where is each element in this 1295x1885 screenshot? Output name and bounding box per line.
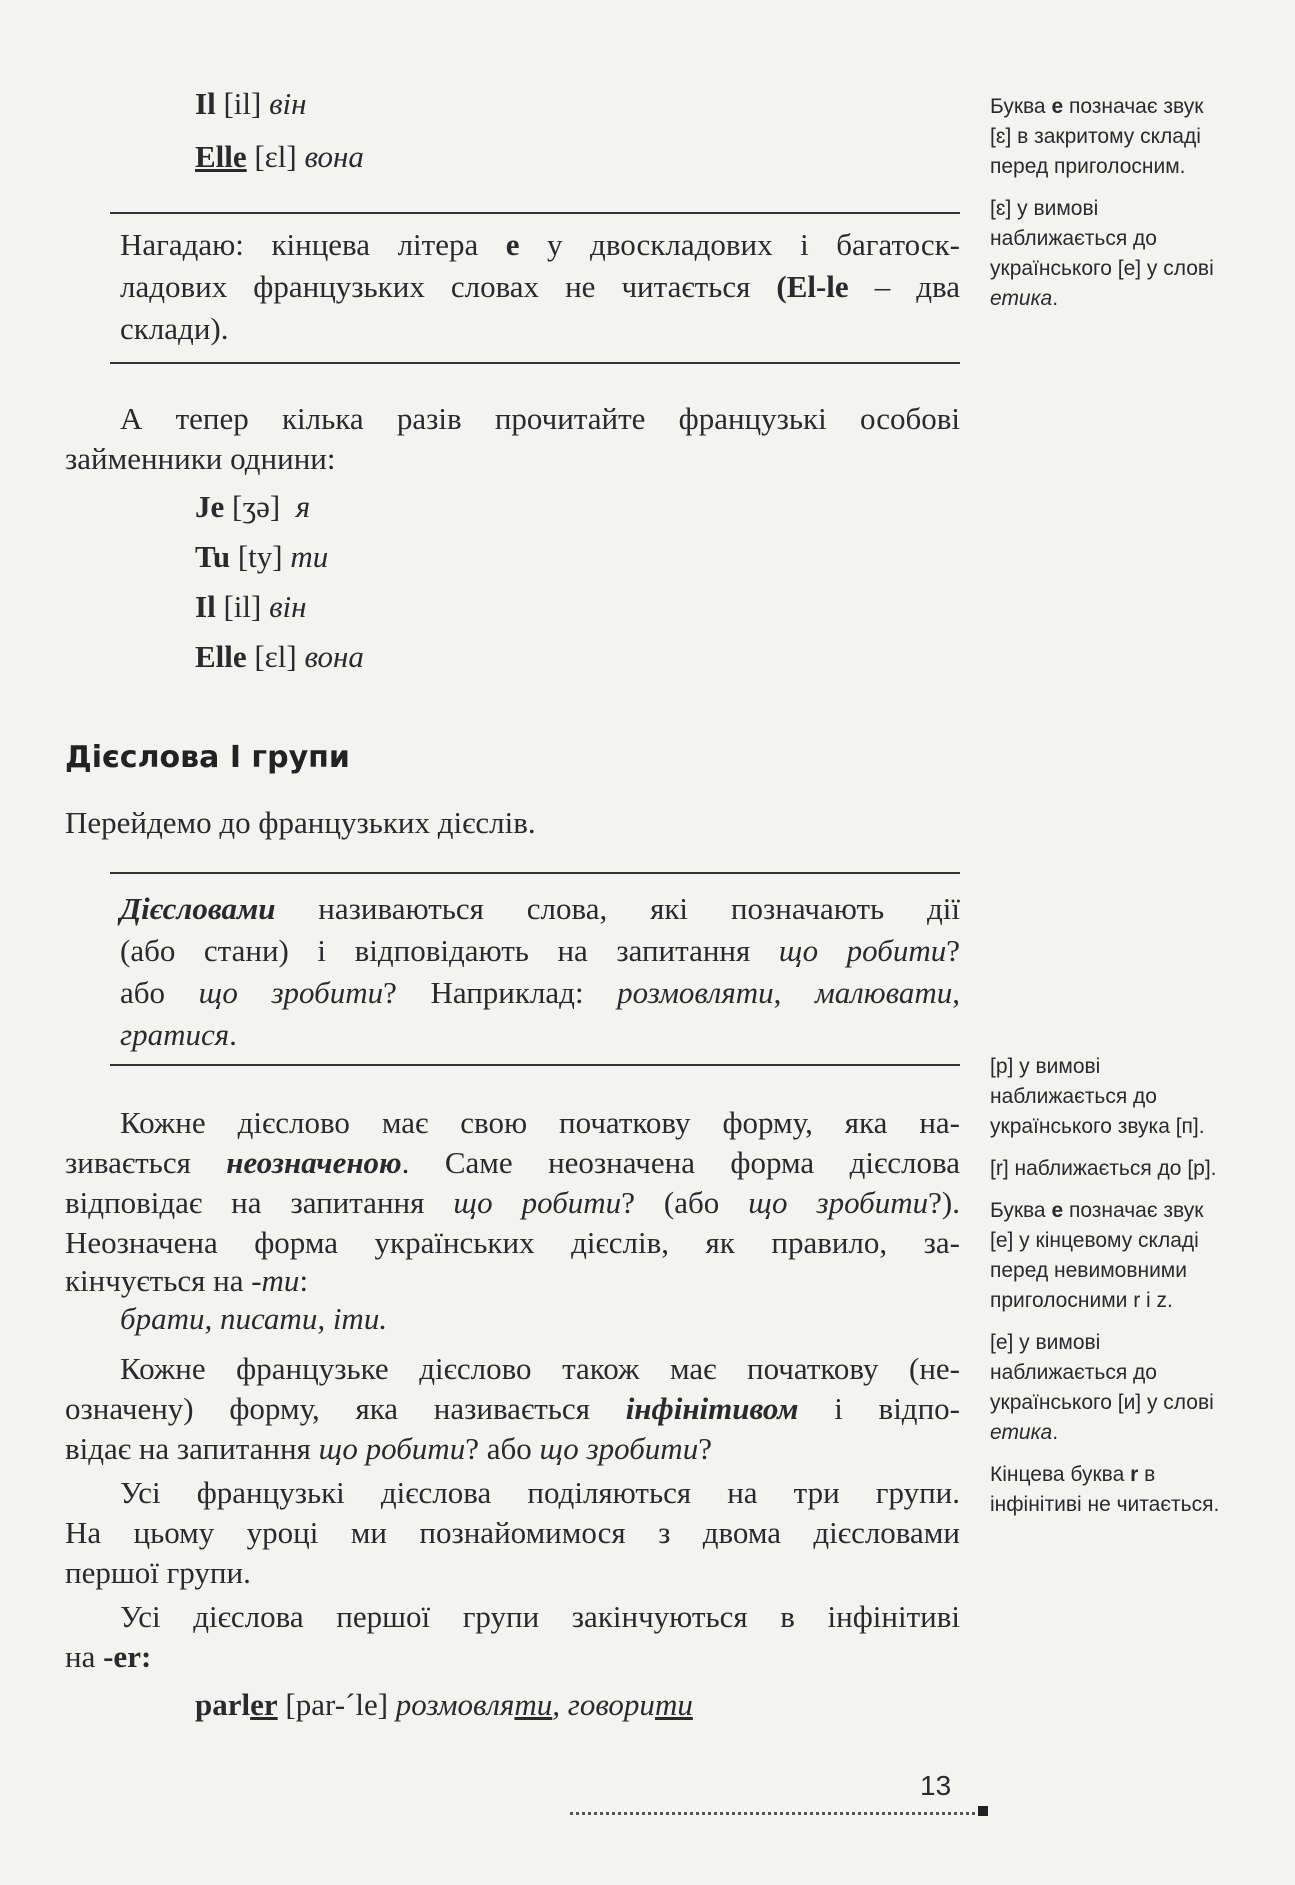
para2-line-1: Кожне французьке дієслово також має початкову (не- [120,1351,960,1386]
intro-line-2: займенники однини: [65,441,336,476]
page-number: 13 [920,1770,952,1801]
sidebar-note-epsilon: [ɛ] у вимові наближається до українського [е] у слові етика. [990,197,1214,310]
definition-line-2: (або стани) і відповідають на запитання що робити? [120,933,960,968]
sidebar-note-final-r: Кінцева буква r в інфінітиві не читається. [990,1463,1220,1516]
definition-box-bottom-rule [110,1064,960,1066]
sidebar-note-r: [r] наближається до [р]. [990,1157,1217,1180]
note-box-line-3: склади). [120,311,229,346]
para1-line-3: відповідає на запитання що робити? (або що зробити?). [65,1185,961,1220]
footer-square-marker [978,1806,988,1816]
para1-line-2: зивається неозначеною. Саме неозначена форма дієслова [65,1145,960,1180]
sidebar-notes-top [990,92,1220,326]
definition-line-3: або що зробити? Наприклад: розмовляти, малювати, [120,975,960,1010]
definition-line-4: гратися. [120,1017,237,1052]
para3-line-3: першої групи. [65,1555,251,1590]
pronoun-je: Je [ʒə] я [195,489,311,524]
sidebar-note-e-closed: Буква e позначає звук [ɛ] в закритому складі перед приголосним. [990,95,1204,178]
pronoun-tu: Tu [ty] ти [195,539,329,574]
sidebar-note-e-final: Буква e позначає звук [e] у кінцевому складі перед невимовними приголосними r і z. [990,1199,1204,1312]
definition-box-top-rule [110,872,960,874]
note-box-line-2: ладових французьких словах не читається (El-le – два [120,269,961,304]
para4-line-2: на -er: [65,1639,152,1674]
footer-dotted-rule [570,1812,975,1815]
section-heading: Дієслова І групи [65,740,350,775]
para3-line-1: Усі французькі дієслова поділяються на три групи. [120,1475,960,1510]
pronoun-elle-top: Elle [ɛl] вона [195,139,364,174]
sidebar-note-p: [p] у вимові наближається до українського звука [п]. [990,1055,1205,1138]
para1-line-1: Кожне дієслово має свою початкову форму, яка на- [120,1105,960,1140]
para1-line-4: Неозначена форма українських дієслів, як правило, за- [65,1225,960,1260]
note-box-top-rule [110,212,960,214]
definition-line-1: Дієсловами називаються слова, які позначають дії [120,891,960,926]
pronoun-elle: Elle [ɛl] вона [195,639,364,674]
note-box-line-1: Нагадаю: кінцева літера е у двоскладових і багатоск- [120,227,960,262]
note-box-bottom-rule [110,362,960,364]
para2-line-2: означену) форму, яка називається інфінітивом і відпо- [65,1391,960,1426]
para1-line-5: кінчується на -ти: [65,1263,309,1298]
example-verb-parler: parler [par-ˊle] розмовляти, говорити [195,1687,693,1722]
para1-example-verbs: брати, писати, іти. [120,1301,388,1336]
section-subheading: Перейдемо до французьких дієслів. [65,805,536,840]
para2-line-3: відає на запитання що робити? або що зробити? [65,1431,712,1466]
para3-line-2: На цьому уроці ми познайомимося з двома дієсловами [65,1515,960,1550]
para4-line-1: Усі дієслова першої групи закінчуються в інфінітиві [120,1599,960,1634]
intro-line-1: А тепер кілька разів прочитайте французькі особові [120,401,960,436]
sidebar-note-e-closed-sound: [e] у вимові наближається до українського [и] у слові етика. [990,1331,1214,1444]
pronoun-il: Il [il] він [195,589,307,624]
sidebar-notes-bottom [990,1052,1220,1532]
pronoun-il-top: Il [il] він [195,86,307,121]
